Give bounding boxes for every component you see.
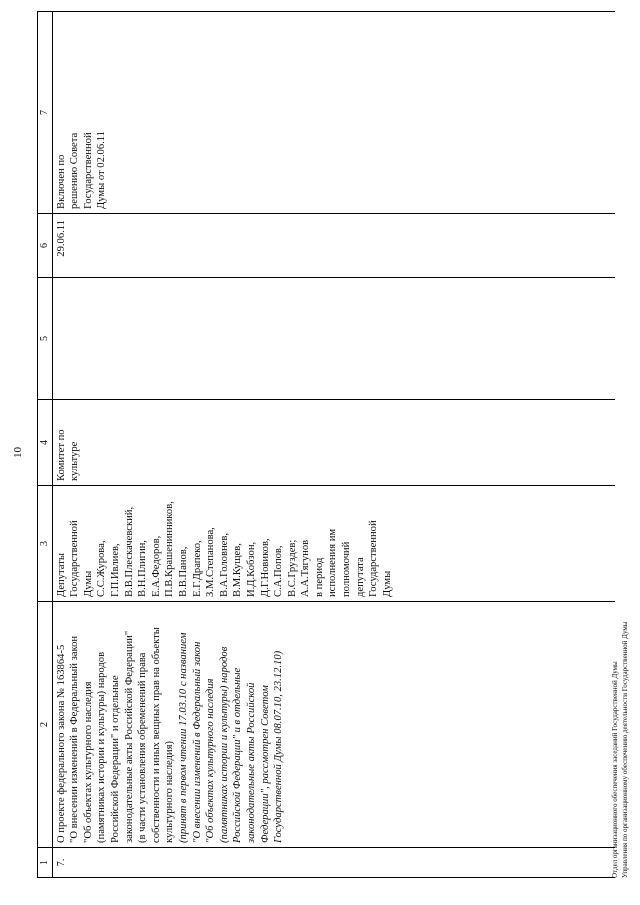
footer-department: Отдел организационного обеспечения заседаний Государственной Думы bbox=[611, 661, 619, 878]
bill-title-line: культурного наследия) bbox=[164, 740, 176, 843]
bill-title-line: Российской Федерации" и отдельные bbox=[109, 675, 121, 843]
bill-status-line: "Об объектах культурного наследия bbox=[205, 678, 217, 843]
note-line: Государственной bbox=[82, 132, 94, 209]
author-line: Государственной bbox=[69, 520, 81, 597]
bill-status-line: "О внесении изменений в Федеральный закон bbox=[191, 641, 203, 843]
author-line: П.В.Крашенинников, bbox=[164, 501, 176, 597]
committee-line: культуре bbox=[69, 441, 81, 481]
author-line: Думы bbox=[82, 570, 94, 597]
author-line: Г.П.Ивлиев, bbox=[109, 543, 121, 597]
column-header-7: 7 bbox=[38, 12, 53, 214]
bill-status-line: (памятниках истории и культуры) народов bbox=[218, 646, 230, 843]
committee-cell bbox=[52, 400, 615, 486]
date-cell bbox=[52, 214, 615, 278]
date-value: 29.06.11 bbox=[55, 220, 67, 257]
author-line: депутата bbox=[354, 557, 366, 597]
author-line: Думы bbox=[381, 570, 393, 597]
bill-status-line: (принят в первом чтении 17.03.10 с названием bbox=[177, 632, 189, 843]
bill-title-line: собственности и иных вещных прав на объекты bbox=[150, 627, 162, 843]
column-header-2: 2 bbox=[38, 602, 53, 848]
empty-cell bbox=[52, 278, 615, 400]
column-header-5: 5 bbox=[38, 278, 53, 400]
bill-status-line: Государственной Думы 08.07.10, 23.12.10) bbox=[273, 650, 285, 843]
author-line: В.Н.Плигин, bbox=[137, 540, 149, 597]
column-header-6: 6 bbox=[38, 214, 53, 278]
author-line: С.С.Журова, bbox=[96, 540, 108, 597]
bills-table bbox=[37, 11, 615, 878]
authors-cell bbox=[52, 486, 615, 602]
column-header-4: 4 bbox=[38, 400, 53, 486]
table-header-row bbox=[38, 12, 53, 878]
note-cell bbox=[52, 12, 615, 214]
column-header-3: 3 bbox=[38, 486, 53, 602]
table-row bbox=[52, 12, 615, 878]
bill-status-line: Федерации", рассмотрен Советом bbox=[259, 685, 271, 843]
author-line: Е.Г.Драпеко, bbox=[191, 540, 203, 597]
bill-title-line: О проекте федерального закона № 163864-5 bbox=[55, 644, 67, 843]
author-line: В.А.Головнев, bbox=[218, 533, 230, 597]
author-line: Депутаты bbox=[55, 553, 67, 597]
note-line: решению Совета bbox=[69, 132, 81, 209]
footer-directorate: Управления по организационному обеспечению деятельности Государственной Думы bbox=[621, 621, 629, 878]
author-line: В.В.Плескачевский, bbox=[123, 506, 135, 597]
author-line: исполнения им bbox=[327, 528, 339, 597]
note-line: Включен по bbox=[55, 154, 67, 209]
author-line: И.Д.Кобзон, bbox=[245, 541, 257, 597]
author-line: В.С.Груздев; bbox=[286, 539, 298, 597]
note-line: Думы от 02.06.11 bbox=[96, 131, 108, 209]
author-line: Е.А.Федоров, bbox=[150, 535, 162, 597]
author-line: В.М.Кущев, bbox=[232, 543, 244, 597]
author-line: А.А.Тягунов bbox=[300, 539, 312, 597]
author-line: в период bbox=[313, 557, 325, 597]
bill-title-line: (в части установления обременений права bbox=[137, 652, 149, 843]
page-number: 10 bbox=[12, 447, 24, 458]
bill-title-line: законодательные акты Российской Федерации" bbox=[123, 630, 135, 843]
bill-title-line: (памятниках истории и культуры) народов bbox=[96, 651, 108, 843]
author-line: полномочий bbox=[341, 541, 353, 597]
bill-title-cell bbox=[52, 602, 615, 848]
bill-status-line: законодательные акты Российской bbox=[245, 682, 257, 843]
column-header-1: 1 bbox=[38, 848, 53, 878]
author-line: С.А.Попов, bbox=[273, 545, 285, 597]
bill-title-line: "Об объектах культурного наследия bbox=[82, 681, 94, 843]
author-line: В.В.Панов, bbox=[177, 546, 189, 597]
committee-line: Комитет по bbox=[55, 429, 67, 481]
author-line: Государственной bbox=[368, 520, 380, 597]
bill-title-line: "О внесении изменений в Федеральный закон bbox=[69, 635, 81, 843]
author-line: З.М.Степанова, bbox=[205, 527, 217, 597]
author-line: Д.Г.Новиков, bbox=[259, 538, 271, 597]
row-number: 7. bbox=[52, 848, 615, 878]
bill-status-line: Российской Федерации" и в отдельные bbox=[232, 667, 244, 843]
